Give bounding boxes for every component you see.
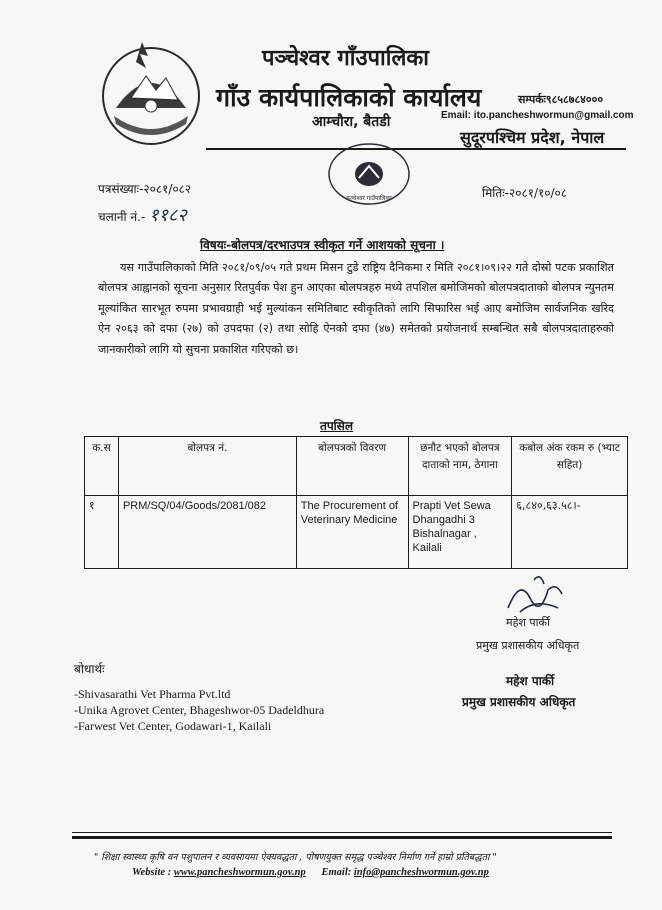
reference-number: पत्रसंख्याः-२०८१/०८२ — [98, 182, 192, 196]
notice-body: यस गाउँपालिकाको मिति २०८१/०९/०५ गते प्रथम मिसन टुडे राष्ट्रिय दैनिकमा र मिति २०८१।०९।२२ गते दोस्रो पटक प्रकाशित बोलपत्र आह्वानको सूचना अनुसार रितपुर्वक पेश हुन आएका बोलपत्रहरु मध्ये तपशिल बमोजिमको बोलपत्रदाताको बोलपत्र न्युनतम मूल्यांकित सारभूत रुपमा प्रभावग्राही भई मुल्यांकन समितिबाट स्वीकृतिको लागि सिफारिस भई आए बमोजिम सार्वजनिक खरिद ऐन २०६३ को दफा (२७) को उपदफा (२) तथा सोहि ऐनको दफा (४७) समेतको प्रयोजनार्थ सम्बन्धित सबै बोलपत्रदाताहरुको जानकारीको लागि यो सुचना प्रकाशित गरिएको छ। — [98, 261, 614, 356]
subject-text: विषयः-बोलपत्र/दरभाउपत्र स्वीकृत गर्ने आशयको सूचना । — [200, 238, 445, 252]
registration-line — [98, 203, 187, 227]
footer-contact — [132, 867, 489, 878]
footer-email-label: Email: — [321, 867, 352, 878]
cell-description: The Procurement of Veterinary Medicine — [296, 496, 408, 569]
col-header-bidder: छनौट भएको बोलपत्र दाताको नाम, ठेगाना — [408, 437, 512, 496]
footer-email-link[interactable]: info@pancheshwormun.gov.np — [353, 867, 489, 878]
bid-table — [84, 436, 628, 569]
header-email: Email: ito.pancheshwormun@gmail.com — [441, 110, 634, 121]
list-item: -Shivasarathi Vet Pharma Pvt.ltd — [74, 687, 231, 701]
footer-divider-thick — [72, 836, 612, 839]
footer-slogan: " शिक्षा स्वास्थ्य कृषि वन पशुपालन र व्यवसायमा ऐक्यवद्धता , पोषणयुक्त समृद्ध पञ्चेश्वर निर्माण गर्ने हाम्रो प्रतिबद्धता " — [94, 852, 497, 863]
province-name: सुदूरपश्चिम प्रदेश, नेपाल — [460, 128, 605, 147]
cell-bidder: Prapti Vet Sewa Dhangadhi 3 Bishalnagar , Kailali — [408, 496, 512, 569]
registration-label: चलानी नं.- — [98, 210, 146, 224]
signatory-title-printed: प्रमुख प्रशासकीय अधिकृत — [462, 695, 576, 709]
table-header-row — [85, 437, 628, 496]
website-link[interactable]: www.pancheshwormun.gov.np — [173, 867, 306, 878]
registration-number: ११८२ — [149, 205, 187, 226]
office-name: गाँउ कार्यपालिकाको कार्यालय — [216, 83, 482, 112]
office-location: आम्चौरा, बैतडी — [312, 114, 391, 130]
municipality-name: पञ्चेश्वर गाँउपालिका — [262, 46, 429, 71]
table-row — [85, 496, 628, 569]
stamp-text: पञ्चेश्वर गाउँपालिका — [346, 195, 392, 202]
header-divider — [206, 148, 626, 150]
nepal-emblem-logo — [96, 38, 206, 148]
table-title: तपसिल — [320, 419, 354, 433]
cell-amount: ६,८४०,६३.५८।- — [512, 496, 628, 569]
website-label: Website : — [132, 867, 172, 878]
office-stamp — [324, 138, 414, 208]
col-header-sn: क.स — [85, 437, 119, 496]
col-header-description: बोलपत्रको विवरण — [296, 437, 408, 496]
cell-sn: १ — [85, 496, 119, 569]
footer-divider-thin — [72, 832, 612, 833]
signatory-name-printed: महेश पार्की — [506, 674, 555, 688]
col-header-bid-no: बोलपत्र नं. — [118, 437, 296, 496]
signatory-name: महेश पार्की — [506, 616, 550, 629]
letter-date: मितिः-२०८१/१०/०८ — [482, 186, 567, 200]
col-header-amount: कबोल अंक रकम रु (भ्याट सहित) — [512, 437, 628, 496]
subject-line — [200, 236, 444, 253]
cell-bid-no: PRM/SQ/04/Goods/2081/082 — [118, 496, 296, 569]
contact-number: सम्पर्कः९८५८७८४००० — [518, 93, 604, 106]
signatory-title: प्रमुख प्रशासकीय अधिकृत — [476, 639, 580, 652]
list-item: -Unika Agrovet Center, Bhageshwor-05 Dadeldhura — [74, 703, 325, 717]
cc-list — [74, 686, 324, 734]
cc-label: बोधार्थः — [74, 662, 105, 676]
list-item: -Farwest Vet Center, Godawari-1, Kailali — [74, 719, 272, 733]
